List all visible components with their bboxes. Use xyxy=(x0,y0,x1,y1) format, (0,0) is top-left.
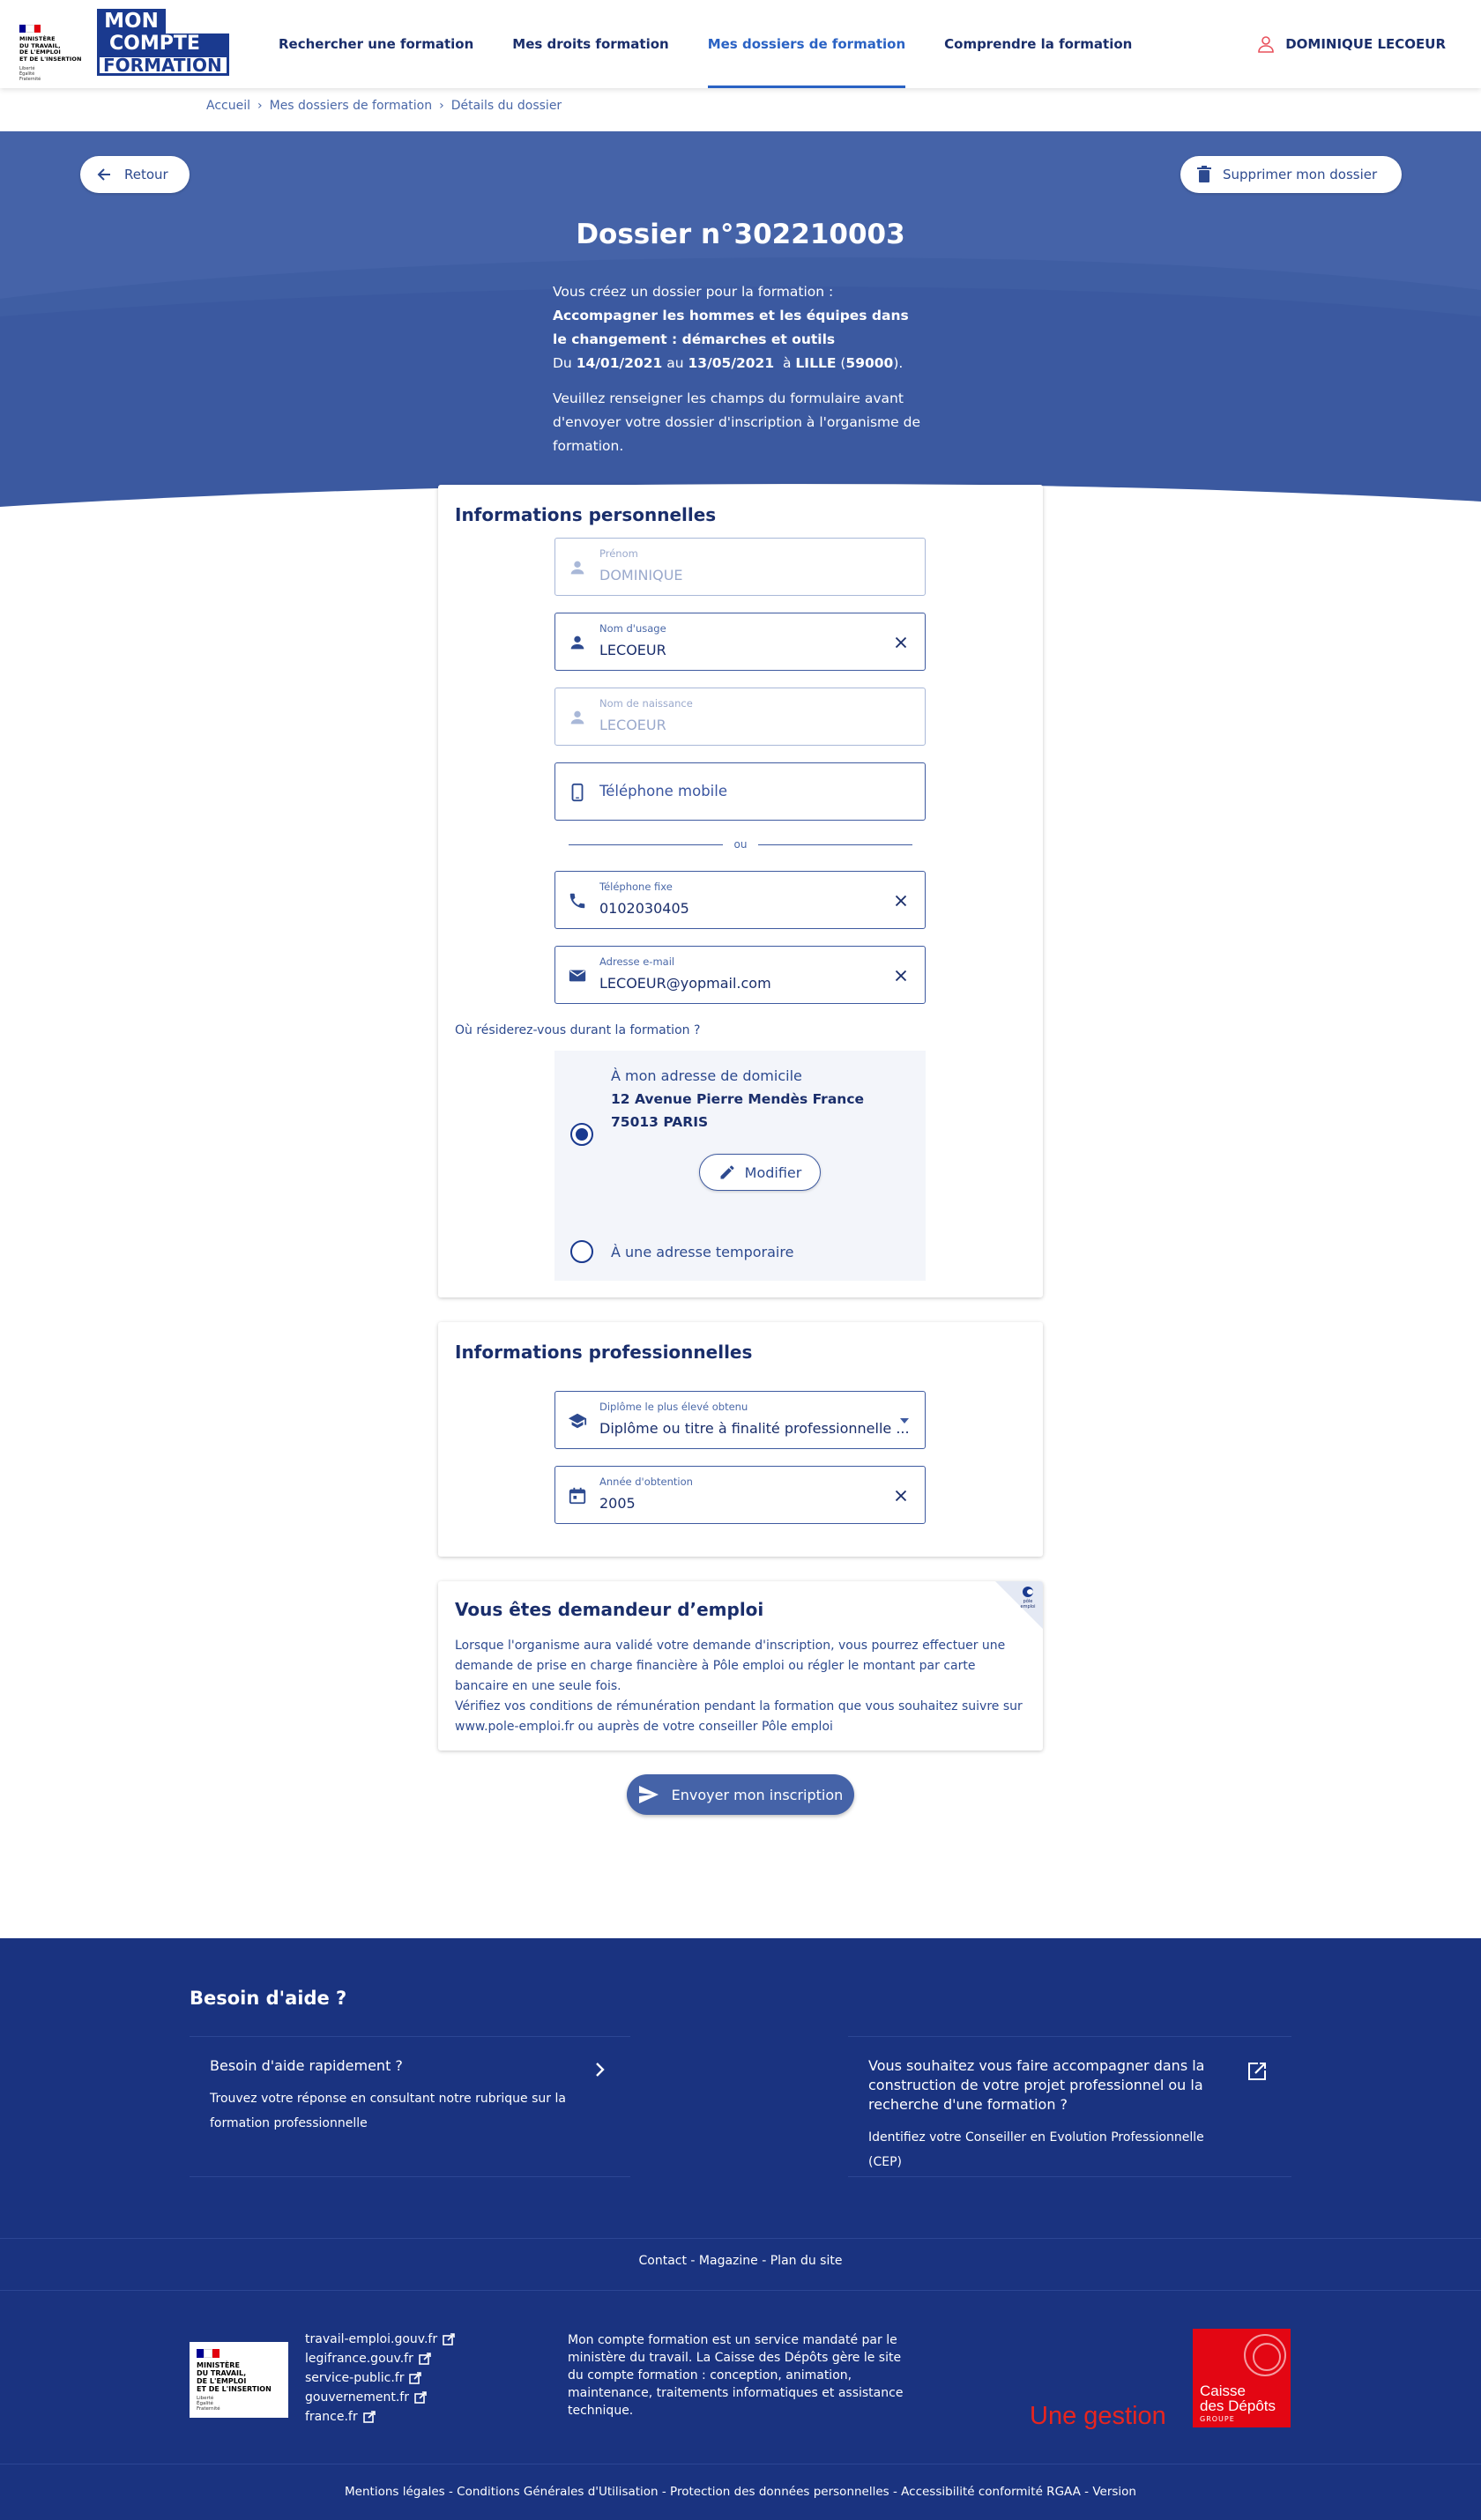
email-value[interactable]: LECOEUR@yopmail.com xyxy=(599,975,771,992)
nom-usage-value[interactable]: LECOEUR xyxy=(599,642,666,658)
intro-text: Vous créez un dossier pour la formation : xyxy=(553,284,834,300)
edit-address-button[interactable] xyxy=(699,1154,821,1191)
cdc-group: GROUPE xyxy=(1200,2415,1235,2423)
breadcrumb-current: Détails du dossier xyxy=(450,99,562,113)
ext-link-legifrance[interactable]: legifrance.gouv.fr xyxy=(305,2349,455,2368)
date-start: 14/01/2021 xyxy=(576,355,663,371)
nom-naissance-label: Nom de naissance xyxy=(599,697,693,710)
personal-info-card xyxy=(438,485,1043,1297)
send-icon xyxy=(638,1785,659,1804)
nav-dossiers[interactable]: Mes dossiers de formation xyxy=(708,0,905,88)
nom-usage-label: Nom d'usage xyxy=(599,622,666,635)
french-flag-icon xyxy=(197,2349,220,2358)
ext-link-france[interactable]: france.fr xyxy=(305,2407,455,2427)
prenom-value: DOMINIQUE xyxy=(599,567,683,584)
chevron-right-icon: › xyxy=(257,99,263,113)
nav-comprendre[interactable]: Comprendre la formation xyxy=(944,36,1133,52)
tel-mobile-field[interactable] xyxy=(554,762,926,821)
ext-link-travail[interactable]: travail-emploi.gouv.fr xyxy=(305,2330,455,2349)
email-label: Adresse e-mail xyxy=(599,955,675,968)
help-cep-title: Vous souhaitez vous faire accompagner dans la construction de votre projet professionnel ou la recherche d'une formation ? xyxy=(868,2057,1205,2113)
professional-info-card xyxy=(438,1322,1043,1557)
main-nav xyxy=(279,0,1171,88)
logo-line-2: COMPTE xyxy=(97,33,229,55)
tel-mobile-placeholder: Téléphone mobile xyxy=(599,783,728,799)
jobseeker-text-2: Vérifiez vos conditions de rémunération pendant la formation que vous souhaitez suivre sur www.pole-emploi.fr ou auprès de votre conseiller Pôle emploi xyxy=(455,1699,1023,1734)
or-text: ou xyxy=(733,838,748,851)
site-header xyxy=(0,0,1481,88)
diplome-value: Diplôme ou titre à finalité professionnelle ... xyxy=(599,1420,910,1437)
date-prefix: Du xyxy=(553,355,572,371)
nom-naissance-value: LECOEUR xyxy=(599,717,666,733)
help-quick-desc: Trouvez votre réponse en consultant notre rubrique sur la formation professionnelle xyxy=(210,2092,566,2130)
external-link-icon xyxy=(409,2372,421,2384)
help-card-cep[interactable] xyxy=(848,2036,1291,2177)
footer-links[interactable]: Contact - Magazine - Plan du site xyxy=(638,2254,843,2268)
mandate-text: Mon compte formation est un service mandaté par le ministère du travail. La Caisse des Dépôts gère le site du compte formation : conception, animation, maintenance, traitements informatiques et assistance technique. xyxy=(568,2333,904,2418)
jobseeker-title: Vous êtes demandeur d’emploi xyxy=(455,1599,764,1620)
user-name: DOMINIQUE LECOEUR xyxy=(1285,36,1446,52)
page-title: Dossier n°302210003 xyxy=(576,219,905,250)
home-option-label: À mon adresse de domicile xyxy=(611,1067,802,1084)
nom-naissance-field xyxy=(554,688,926,746)
prenom-field xyxy=(554,538,926,596)
tel-fixe-label: Téléphone fixe xyxy=(599,881,673,893)
formation-summary: Vous créez un dossier pour la formation : Accompagner les hommes et les équipes dans le changement : démarches et outils Du 14/01/2021 au 13/05/2021 à LILLE (59000). Veuillez renseigner les champs du formulaire avant d'envoyer votre dossier d'inscription à l'organisme de formation. xyxy=(553,280,923,458)
back-label: Retour xyxy=(124,167,168,182)
republic-motto: Liberté Égalité Fraternité xyxy=(197,2396,220,2412)
home-address-option[interactable] xyxy=(554,1051,926,1225)
place: LILLE xyxy=(795,355,837,371)
clear-icon[interactable] xyxy=(891,633,911,652)
nom-usage-field[interactable] xyxy=(554,613,926,671)
mon-compte-formation-logo[interactable] xyxy=(97,9,229,76)
annee-field[interactable] xyxy=(554,1466,926,1524)
home-address-text xyxy=(611,1065,864,1134)
jobseeker-text-1: Lorsque l'organisme aura validé votre demande d'inscription, vous pourrez effectuer une demande de prise en charge financière à Pôle emploi ou régler le montant par carte bancaire en une seule fois. xyxy=(455,1639,1006,1693)
cdc-name: Caisse des Dépôts xyxy=(1200,2382,1276,2414)
external-links xyxy=(305,2330,455,2427)
graduation-cap-icon xyxy=(568,1411,587,1431)
external-link-icon xyxy=(414,2391,427,2404)
caisse-des-depots-logo[interactable] xyxy=(1193,2329,1291,2427)
ext-link-gouvernement[interactable]: gouvernement.fr xyxy=(305,2388,455,2407)
republic-motto: Liberté Égalité Fraternité xyxy=(19,66,41,82)
diplome-select[interactable] xyxy=(554,1391,926,1449)
ministry-name: MINISTÈRE DU TRAVAIL, DE L'EMPLOI ET DE L'INSERTION xyxy=(19,35,82,63)
submit-label: Envoyer mon inscription xyxy=(671,1786,844,1803)
clear-icon[interactable] xyxy=(891,966,911,985)
person-icon xyxy=(568,633,587,652)
annee-value[interactable]: 2005 xyxy=(599,1495,636,1512)
jobseeker-card xyxy=(438,1581,1043,1751)
edit-label: Modifier xyxy=(744,1163,802,1181)
address-line-1: 12 Avenue Pierre Mendès France xyxy=(611,1091,865,1107)
external-link-icon xyxy=(419,2353,431,2365)
jobseeker-text xyxy=(455,1636,1028,1737)
prenom-label: Prénom xyxy=(599,547,638,560)
help-cep-desc: Identifiez votre Conseiller en Evolution Professionnelle (CEP) xyxy=(868,2130,1204,2169)
help-quick-title: Besoin d'aide rapidement ? xyxy=(210,2057,403,2074)
postcode: 59000 xyxy=(845,355,894,371)
phone-icon xyxy=(568,891,587,911)
home-address-radio[interactable] xyxy=(570,1123,593,1146)
logo-line-3: FORMATION xyxy=(97,55,229,76)
seal-icon xyxy=(1244,2334,1286,2376)
tel-fixe-value[interactable]: 0102030405 xyxy=(599,900,689,917)
ministry-name: MINISTÈRE DU TRAVAIL, DE L'EMPLOI ET DE L'INSERTION xyxy=(197,2361,272,2393)
site-footer xyxy=(0,1938,1481,2520)
person-icon xyxy=(568,708,587,727)
une-gestion-text: Une gestion xyxy=(1030,2402,1166,2430)
dropdown-caret-icon xyxy=(900,1418,909,1424)
or-separator xyxy=(569,838,912,851)
external-link-icon xyxy=(1247,2062,1267,2081)
clear-icon[interactable] xyxy=(891,1486,911,1505)
date-mid: au xyxy=(666,355,684,371)
annee-label: Année d'obtention xyxy=(599,1476,693,1488)
legal-links[interactable]: Mentions légales - Conditions Générales d'Utilisation - Protection des données personnelles - Accessibilité conformité RGAA - Version xyxy=(345,2485,1136,2499)
trash-icon xyxy=(1196,166,1212,183)
help-card-quick[interactable] xyxy=(190,2036,630,2177)
external-link-icon xyxy=(363,2411,376,2423)
pencil-icon xyxy=(718,1163,736,1181)
tel-fixe-field[interactable] xyxy=(554,871,926,929)
professional-info-title: Informations professionnelles xyxy=(455,1342,753,1363)
temp-option-label: À une adresse temporaire xyxy=(611,1244,794,1260)
person-icon xyxy=(568,558,587,577)
arrow-left-icon xyxy=(96,166,114,183)
mail-icon xyxy=(568,966,587,985)
form-notice: Veuillez renseigner les champs du formulaire avant d'envoyer votre dossier d'inscription à l'organisme de formation. xyxy=(553,390,920,454)
pole-emploi-logo-text: pôle emploi xyxy=(1020,1599,1036,1609)
formation-title: Accompagner les hommes et les équipes dans le changement : démarches et outils xyxy=(553,308,909,347)
temp-address-radio[interactable] xyxy=(570,1240,593,1263)
personal-info-title: Informations personnelles xyxy=(455,504,717,525)
calendar-icon xyxy=(568,1486,587,1505)
clear-icon[interactable] xyxy=(891,891,911,911)
ministry-logo[interactable] xyxy=(19,25,83,82)
nav-rechercher[interactable]: Rechercher une formation xyxy=(279,36,474,52)
breadcrumb-dossiers[interactable]: Mes dossiers de formation xyxy=(269,99,433,113)
smartphone-icon xyxy=(568,783,587,802)
back-button[interactable] xyxy=(80,156,190,193)
residence-question: Où résiderez-vous durant la formation ? xyxy=(455,1023,701,1037)
external-link-icon xyxy=(443,2333,455,2345)
nav-droits[interactable]: Mes droits formation xyxy=(512,36,669,52)
date-end: 13/05/2021 xyxy=(688,355,775,371)
ministry-footer-logo[interactable] xyxy=(190,2342,288,2418)
diplome-label: Diplôme le plus élevé obtenu xyxy=(599,1401,748,1413)
chevron-right-icon: › xyxy=(439,99,444,113)
user-menu[interactable] xyxy=(1257,0,1446,88)
delete-label: Supprimer mon dossier xyxy=(1223,167,1378,182)
ext-link-service-public[interactable]: service-public.fr xyxy=(305,2368,455,2388)
breadcrumb xyxy=(206,99,562,113)
help-title: Besoin d'aide ? xyxy=(190,1988,347,2009)
logo-line-1: MON xyxy=(97,9,166,33)
address-line-2: 75013 PARIS xyxy=(611,1114,709,1130)
email-field[interactable] xyxy=(554,946,926,1004)
submit-inscription-button[interactable] xyxy=(627,1774,854,1815)
user-icon xyxy=(1257,35,1275,53)
pole-emploi-logo xyxy=(1016,1587,1039,1609)
delete-dossier-button[interactable] xyxy=(1180,156,1402,193)
chevron-right-icon xyxy=(595,2062,606,2078)
place-prefix: à xyxy=(782,355,792,371)
breadcrumb-home[interactable]: Accueil xyxy=(206,99,250,113)
french-flag-icon xyxy=(19,25,41,33)
temp-address-option[interactable] xyxy=(554,1225,926,1281)
